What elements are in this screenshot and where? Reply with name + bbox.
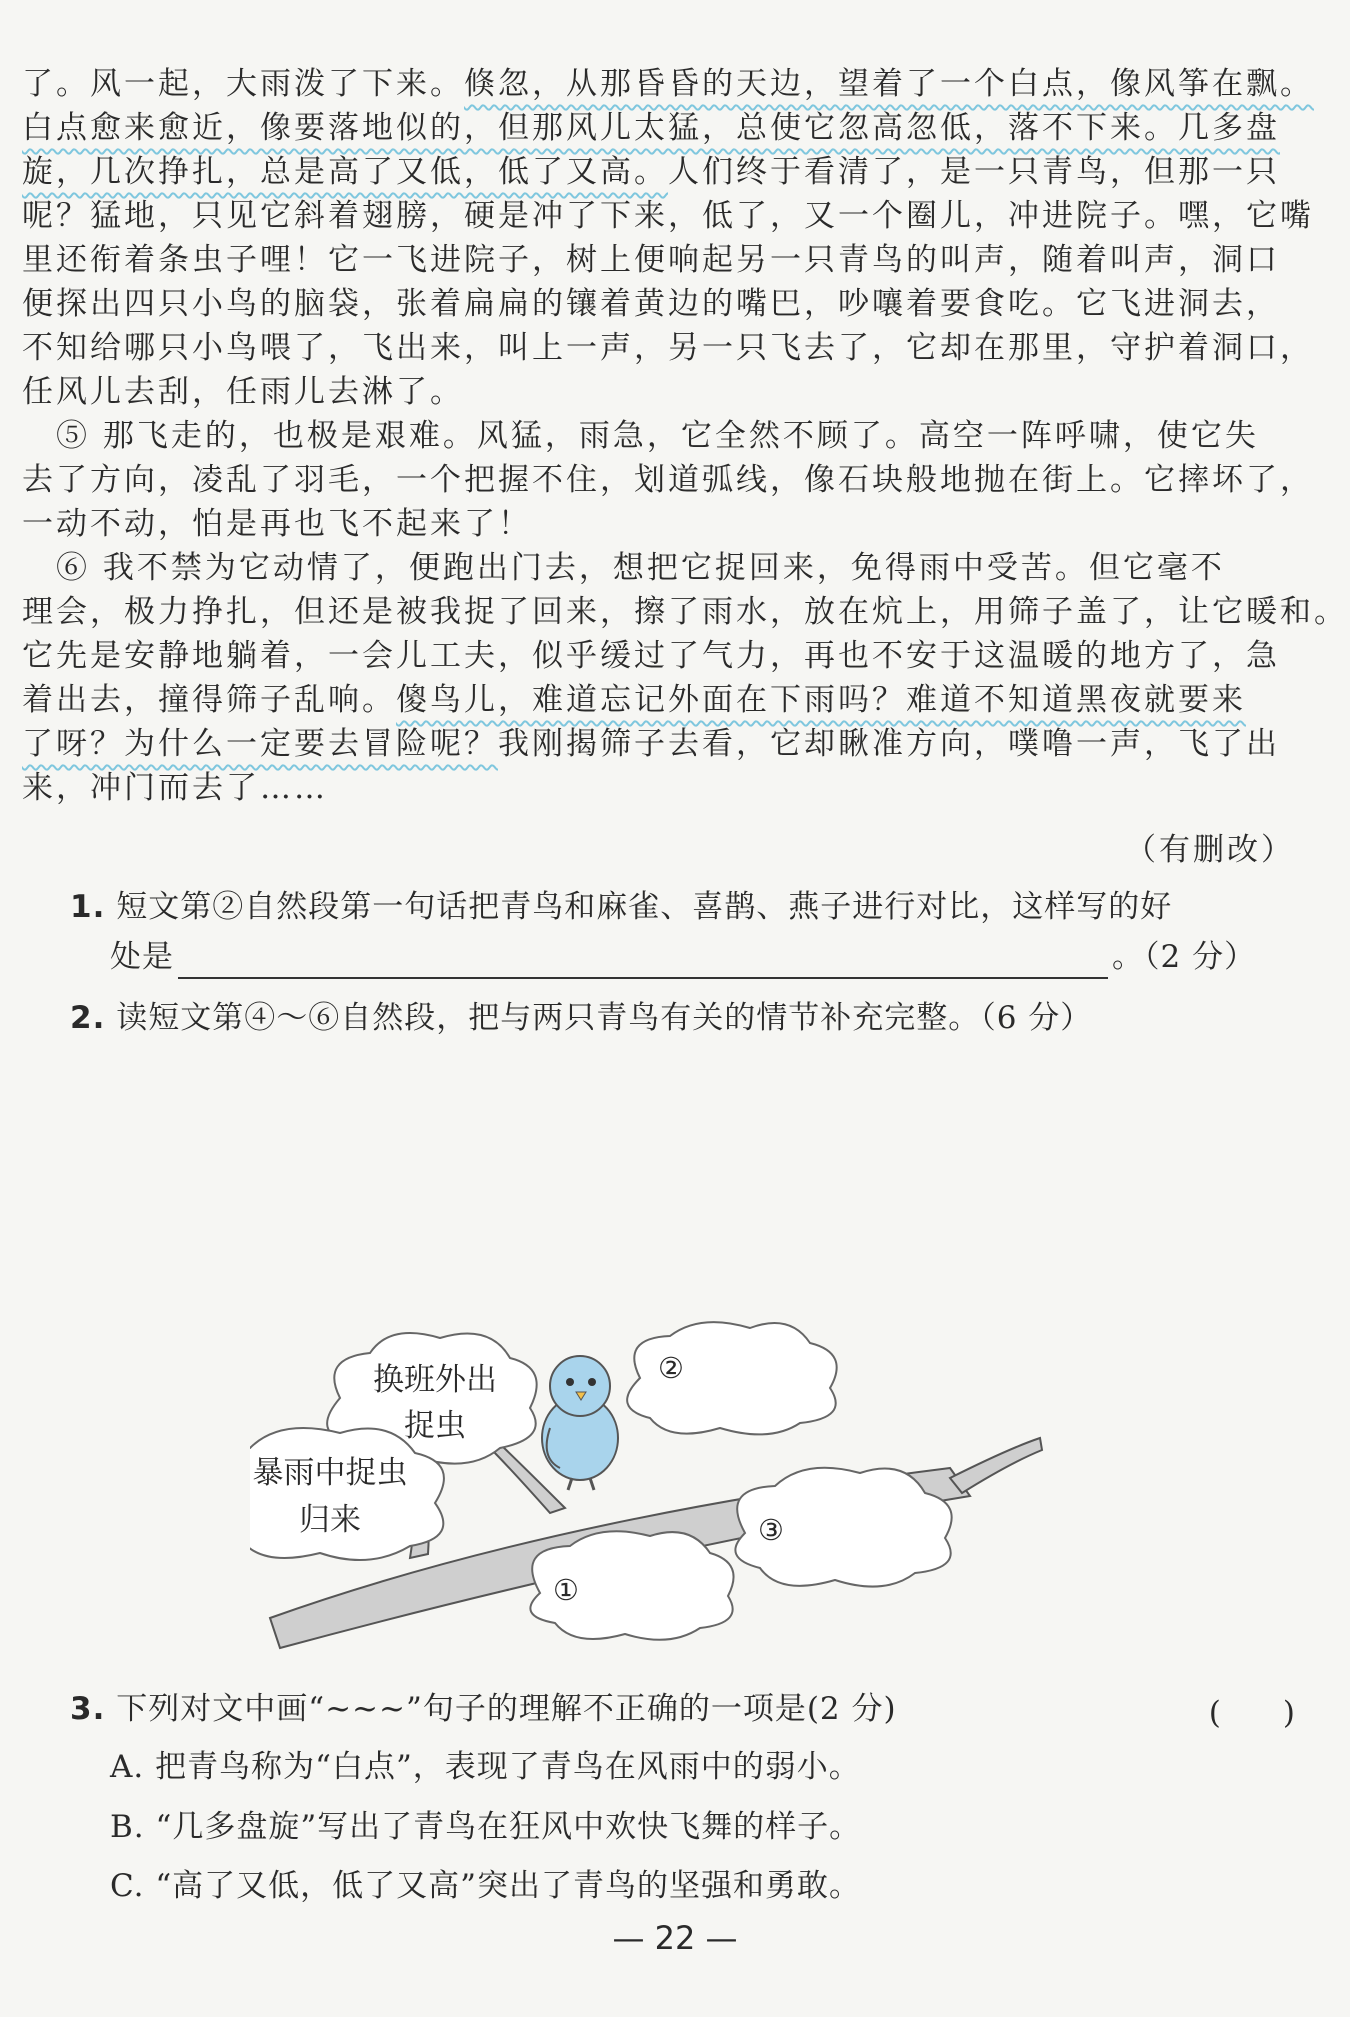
passage-text: 它先是安静地躺着，一会儿工夫，似乎缓过了气力，再也不安于这温暖的地方了，急 bbox=[22, 638, 1280, 674]
passage-text: 去了方向，凌乱了羽毛，一个把握不住，划道弧线，像石块般地抛在街上。它摔坏了， bbox=[22, 462, 1314, 498]
question-number: 2. bbox=[70, 1000, 106, 1036]
passage-line bbox=[22, 282, 1280, 326]
answer-bracket[interactable]: ( ) bbox=[1208, 1695, 1295, 1731]
question-text: 读短文第④～⑥自然段，把与两只青鸟有关的情节补充完整。（6 分） bbox=[116, 1000, 1093, 1036]
answer-blank[interactable] bbox=[178, 943, 1108, 979]
bird-branch-diagram bbox=[250, 1318, 1100, 1658]
passage-text: ⑤ 那飞走的，也极是艰难。风猛，雨急，它全然不顾了。高空一阵呼啸，使它失 bbox=[22, 418, 1259, 454]
cloud-blank-2 bbox=[627, 1322, 837, 1434]
passage-line bbox=[22, 590, 1348, 634]
passage-text: 人们终于看清了，是一只青鸟，但那一只 bbox=[668, 154, 1280, 190]
passage-line bbox=[22, 634, 1280, 678]
passage-line bbox=[22, 370, 464, 414]
option-a[interactable]: A. 把青鸟称为“白点”，表现了青鸟在风雨中的弱小。 bbox=[110, 1749, 861, 1785]
wavy-underlined-text: 了呀？为什么一定要去冒险呢？ bbox=[22, 726, 498, 762]
option-c[interactable]: C. “高了又低，低了又高”突出了青鸟的坚强和勇敢。 bbox=[110, 1868, 862, 1904]
wavy-underlined-text: 白点愈来愈近，像要落地似的，但那风儿太猛，总使它忽高忽低，落不下来。几多盘 bbox=[22, 110, 1280, 146]
cloud-text: 暴雨中捉虫 bbox=[252, 1455, 408, 1491]
question-text: 下列对文中画“~~~”句子的理解不正确的一项是(2 分) bbox=[116, 1691, 897, 1727]
question-text: 处是 bbox=[110, 939, 174, 975]
question-text: 。（2 分） bbox=[1112, 939, 1257, 975]
passage-text: 便探出四只小鸟的脑袋，张着扁扁的镶着黄边的嘴巴，吵嚷着要食吃。它飞进洞去， bbox=[22, 286, 1280, 322]
cloud-blank-3 bbox=[735, 1468, 951, 1587]
question-1 bbox=[70, 885, 1172, 929]
passage-text: 来，冲门而去了…… bbox=[22, 770, 328, 806]
question-text: 短文第②自然段第一句话把青鸟和麻雀、喜鹊、燕子进行对比，这样写的好 bbox=[116, 889, 1173, 925]
passage-text: 呢？猛地，只见它斜着翅膀，硬是冲了下来，低了，又一个圈儿，冲进院子。嘿，它嘴 bbox=[22, 198, 1314, 234]
passage-line bbox=[22, 194, 1314, 238]
question-1-answer-line bbox=[110, 935, 1256, 979]
passage-text: 一动不动，怕是再也飞不起来了！ bbox=[22, 506, 532, 542]
bird-illustration bbox=[542, 1356, 618, 1490]
passage-text: 着出去，撞得筛子乱响。 bbox=[22, 682, 396, 718]
passage-text: 里还衔着条虫子哩！它一飞进院子，树上便响起另一只青鸟的叫声，随着叫声，洞口 bbox=[22, 242, 1280, 278]
branch-twig bbox=[950, 1438, 1042, 1493]
cloud-blank-1 bbox=[530, 1531, 733, 1639]
passage-line bbox=[22, 150, 1280, 194]
passage-line bbox=[22, 326, 1314, 370]
wavy-underlined-text: 傻鸟儿，难道忘记外面在下雨吗？难道不知道黑夜就要来 bbox=[396, 682, 1246, 718]
page-number: — 22 — bbox=[612, 1919, 738, 1957]
blank-label-1: ① bbox=[553, 1573, 579, 1607]
passage-line bbox=[22, 502, 532, 546]
passage-line bbox=[22, 62, 1314, 106]
passage-line bbox=[22, 414, 1259, 458]
option-b[interactable]: B. “几多盘旋”写出了青鸟在狂风中欢快飞舞的样子。 bbox=[110, 1809, 862, 1845]
passage-line bbox=[22, 766, 328, 810]
wavy-underlined-text: 倏忽，从那昏昏的天边，望着了一个白点，像风筝在飘。 bbox=[464, 66, 1314, 102]
passage-text: 不知给哪只小鸟喂了，飞出来，叫上一声，另一只飞去了，它却在那里，守护着洞口， bbox=[22, 330, 1314, 366]
question-2 bbox=[70, 996, 1092, 1040]
passage-line bbox=[22, 238, 1280, 282]
passage-line bbox=[22, 722, 1280, 766]
blank-label-3: ③ bbox=[758, 1513, 784, 1547]
cloud-text: 捉虫 bbox=[404, 1408, 466, 1444]
question-3 bbox=[70, 1687, 897, 1731]
question-number: 1. bbox=[70, 889, 106, 925]
wavy-underlined-text: 旋，几次挣扎，总是高了又低，低了又高。 bbox=[22, 154, 668, 190]
blank-label-2: ② bbox=[658, 1351, 684, 1385]
source-note: （有删改） bbox=[1125, 832, 1295, 868]
passage-text: 任风儿去刮，任雨儿去淋了。 bbox=[22, 374, 464, 410]
passage-text: 了。风一起，大雨泼了下来。 bbox=[22, 66, 464, 102]
passage-text: 我刚揭筛子去看，它却瞅准方向，噗噜一声，飞了出 bbox=[498, 726, 1280, 762]
cloud-text: 归来 bbox=[299, 1502, 361, 1538]
passage-line bbox=[22, 678, 1246, 722]
passage-line bbox=[22, 106, 1280, 150]
passage-line bbox=[22, 458, 1314, 502]
passage-text: ⑥ 我不禁为它动情了，便跑出门去，想把它捉回来，免得雨中受苦。但它毫不 bbox=[22, 550, 1225, 586]
passage-text: 理会，极力挣扎，但还是被我捉了回来，擦了雨水，放在炕上，用筛子盖了，让它暖和。 bbox=[22, 594, 1348, 630]
question-number: 3. bbox=[70, 1691, 106, 1727]
cloud-text: 换班外出 bbox=[373, 1362, 497, 1398]
passage-line bbox=[22, 546, 1225, 590]
